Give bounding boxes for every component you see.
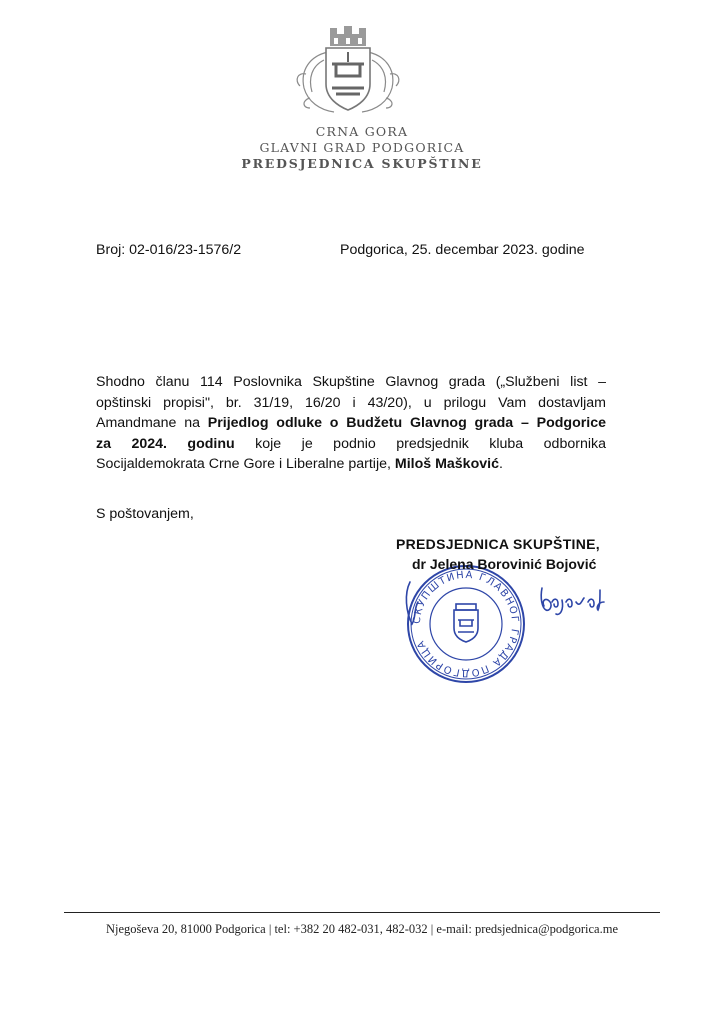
body-line-4	[96, 434, 606, 455]
footer-divider	[64, 912, 660, 913]
greeting: S poštovanjem,	[96, 506, 194, 522]
official-seal-icon	[404, 562, 528, 686]
signatory-title: PREDSJEDNICA SKUPŠTINE,	[396, 536, 600, 552]
coat-of-arms-icon	[290, 22, 406, 118]
body-bold-text: Miloš Mašković	[394, 456, 499, 472]
signature-stroke-icon	[402, 578, 422, 628]
signatory-name: dr Jelena Borovinić Bojović	[412, 556, 597, 572]
footer-contact: Njegoševa 20, 81000 Podgorica | tel: +382 20 482-031, 482-032 | e-mail: predsjednica@podgorica.me	[106, 922, 618, 936]
letterhead-office: PREDSJEDNICA SKUPŠTINE	[241, 156, 483, 171]
body-text: Amandmane na	[96, 415, 208, 431]
reference-number: Broj: 02-016/23-1576/2	[96, 242, 242, 258]
handwritten-signature-icon	[536, 580, 616, 620]
body-bold-text: Prijedlog odluke o Budžetu Glavnog grada – Podgorice	[207, 415, 606, 431]
body-bold-text: za 2024. godinu	[96, 435, 235, 452]
letterhead-country: CRNA GORA	[315, 124, 409, 139]
place-date: Podgorica, 25. decembar 2023. godine	[340, 242, 585, 258]
body-text: .	[498, 456, 503, 472]
body-text: Socijaldemokrata Crne Gore i Liberalne partije,	[96, 456, 395, 472]
seal-text: СКУПШТИНА ГЛАВНОГ ГРАДА ПОДГОРИЦА	[411, 569, 521, 679]
body-line-5	[96, 454, 606, 475]
body-line-2: opštinski propisi", br. 31/19, 16/20 i 43/20), u prilogu Vam dostavljam	[96, 394, 606, 411]
body-line-1: Shodno članu 114 Poslovnika Skupštine Glavnog grada („Službeni list –	[96, 374, 606, 390]
letterhead-city: GLAVNI GRAD PODGORICA	[259, 140, 465, 155]
letter-body	[96, 372, 606, 475]
body-text: koje je podnio predsjednik kluba odbornika	[234, 435, 606, 452]
svg-text:СКУПШТИНА ГЛАВНОГ ГРАДА ПОДГОР	[412, 570, 520, 678]
body-line-3	[96, 413, 606, 434]
